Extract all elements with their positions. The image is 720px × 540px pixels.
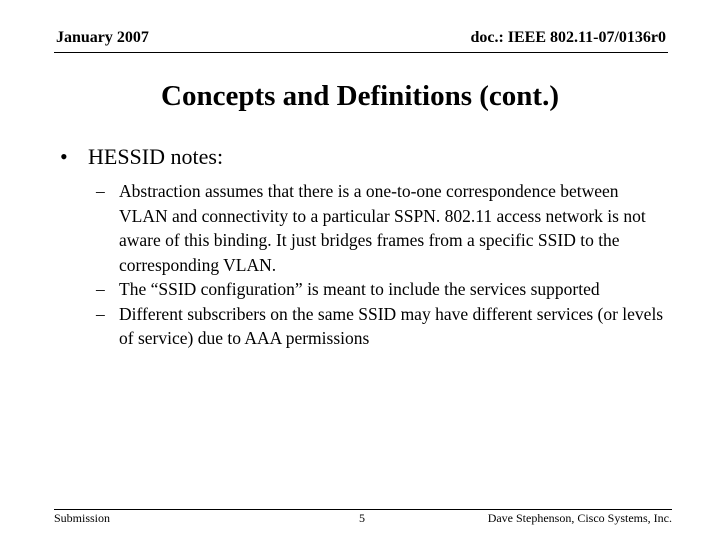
sub-bullet-text: Different subscribers on the same SSID may have different services (or levels of service) due to AAA permissions [119, 303, 664, 348]
sub-bullet-marker: – [96, 279, 105, 299]
sub-bullet-marker: – [96, 303, 105, 324]
sub-bullet-text: Abstraction assumes that there is a one-to-one correspondence between VLAN and connectivity to a particular SSPN. 802.11 access network is not aware of this binding. It just bridges frames from a specific SSID to the corresponding VLAN. [119, 181, 646, 275]
page-number: 5 [359, 511, 365, 525]
sub-bullet-item [96, 179, 666, 277]
bullet-item [60, 144, 223, 170]
sub-bullet-item [96, 277, 666, 302]
sub-bullet-item [96, 302, 666, 351]
bullet-text: HESSID notes: [88, 144, 224, 169]
slide-title: Concepts and Definitions (cont.) [161, 80, 559, 112]
footer-author: Dave Stephenson, Cisco Systems, Inc. [487, 511, 672, 525]
sub-bullet-text: The “SSID configuration” is meant to include the services supported [119, 279, 600, 299]
header-doc-id: doc.: IEEE 802.11-07/0136r0 [470, 29, 666, 46]
footer-submission-label: Submission [54, 511, 111, 525]
sub-bullet-marker: – [96, 181, 105, 201]
bullet-marker: • [60, 144, 68, 169]
header-date: January 2007 [56, 29, 149, 46]
header-divider [54, 52, 668, 53]
footer-divider [54, 509, 672, 510]
sub-bullet-list [96, 179, 666, 351]
